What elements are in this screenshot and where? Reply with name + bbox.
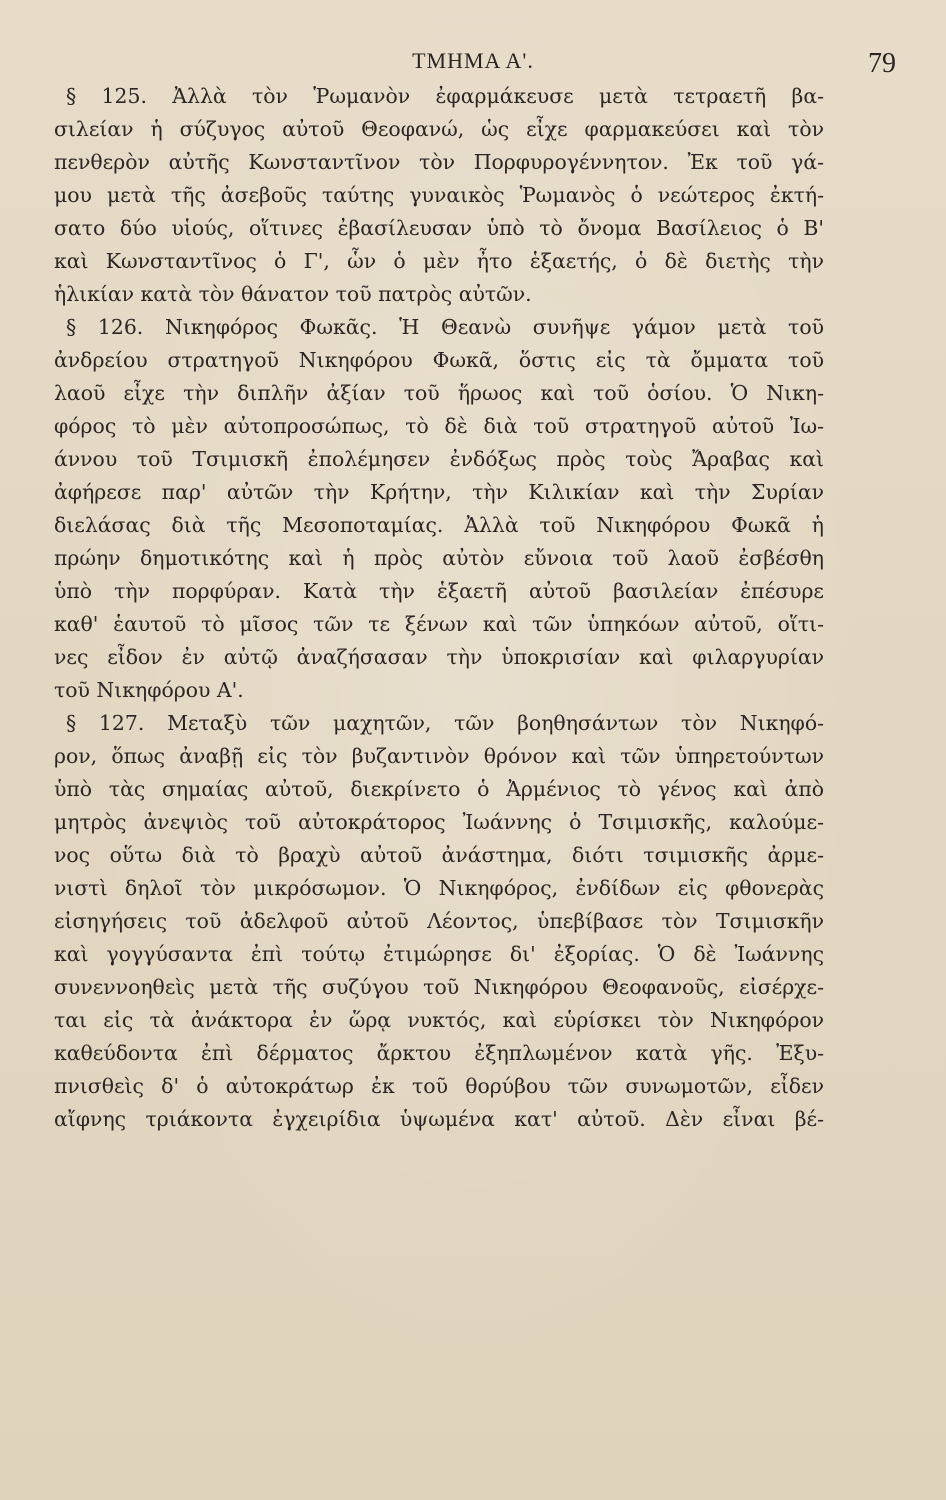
text-line: πενθερὸν αὐτῆς Κωνσταντῖνον τὸν Πορφυρογέννητον. Ἐκ τοῦ γά- xyxy=(54,150,824,174)
text-line: ὑπὸ τὴν πορφύραν. Κατὰ τὴν ἑξαετῆ αὐτοῦ βασιλείαν ἐπέσυρε xyxy=(54,579,824,603)
text-line: ται εἰς τὰ ἀνάκτορα ἐν ὥρᾳ νυκτός, καὶ εὑρίσκει τὸν Νικηφόρον xyxy=(54,1008,824,1032)
text-line: ἡλικίαν κατὰ τὸν θάνατον τοῦ πατρὸς αὐτῶν. xyxy=(54,282,532,306)
text-line: αἴφνης τριάκοντα ἐγχειρίδια ὑψωμένα κατ' αὐτοῦ. Δὲν εἶναι βέ- xyxy=(54,1107,824,1131)
text-line: νιστὶ δηλοῖ τὸν μικρόσωμον. Ὁ Νικηφόρος, ἐνδίδων εἰς φθονερὰς xyxy=(54,876,824,900)
text-line: πνισθεὶς δ' ὁ αὐτοκράτωρ ἐκ τοῦ θορύβου τῶν συνωμοτῶν, εἶδεν xyxy=(54,1074,824,1098)
text-line: ρον, ὅπως ἀναβῇ εἰς τὸν βυζαντινὸν θρόνον καὶ τῶν ὑπηρετούντων xyxy=(54,744,824,768)
text-line: μητρὸς ἀνεψιὸς τοῦ αὐτοκράτορος Ἰωάννης ὁ Τσιμισκῆς, καλούμε- xyxy=(54,810,824,834)
text-line: συνεννοηθεὶς μετὰ τῆς συζύγου τοῦ Νικηφόρου Θεοφανοῦς, εἰσέρχε- xyxy=(54,975,824,999)
text-line: ὑπὸ τὰς σημαίας αὐτοῦ, διεκρίνετο ὁ Ἀρμένιος τὸ γένος καὶ ἀπὸ xyxy=(54,777,824,801)
page-number: 79 xyxy=(868,48,896,79)
text-line: § 127. Μεταξὺ τῶν μαχητῶν, τῶν βοηθησάντων τὸν Νικηφό- xyxy=(66,711,824,735)
text-line: ἀνδρείου στρατηγοῦ Νικηφόρου Φωκᾶ, ὅστις εἰς τὰ ὄμματα τοῦ xyxy=(54,348,824,372)
text-line: φόρος τὸ μὲν αὐτοπροσώπως, τὸ δὲ διὰ τοῦ στρατηγοῦ αὐτοῦ Ἰω- xyxy=(54,414,824,438)
text-line: εἰσηγήσεις τοῦ ἀδελφοῦ αὐτοῦ Λέοντος, ὑπεβίβασε τὸν Τσιμισκῆν xyxy=(54,909,824,933)
text-line: § 126. Νικηφόρος Φωκᾶς. Ἡ Θεανὼ συνῆψε γάμον μετὰ τοῦ xyxy=(66,315,824,339)
text-line: μου μετὰ τῆς ἀσεβοῦς ταύτης γυναικὸς Ῥωμανὸς ὁ νεώτερος ἐκτή- xyxy=(54,183,824,207)
text-line: ἀφήρεσε παρ' αὐτῶν τὴν Κρήτην, τὴν Κιλικίαν καὶ τὴν Συρίαν xyxy=(54,480,824,504)
text-line: καθ' ἑαυτοῦ τὸ μῖσος τῶν τε ξένων καὶ τῶν ὑπηκόων αὐτοῦ, οἵτι- xyxy=(54,612,824,636)
text-line: καθεύδοντα ἐπὶ δέρματος ἄρκτου ἐξηπλωμένον κατὰ γῆς. Ἐξυ- xyxy=(54,1041,824,1065)
text-line: άννου τοῦ Τσιμισκῆ ἐπολέμησεν ἐνδόξως πρὸς τοὺς Ἄραβας καὶ xyxy=(54,447,824,471)
text-line: νος οὕτω διὰ τὸ βραχὺ αὐτοῦ ἀνάστημα, διότι τσιμισκῆς ἀρμε- xyxy=(54,843,824,867)
text-line: σατο δύο υἱούς, οἵτινες ἐβασίλευσαν ὑπὸ τὸ ὄνομα Βασίλειος ὁ Β' xyxy=(54,216,824,240)
text-line: σιλείαν ἡ σύζυγος αὐτοῦ Θεοφανώ, ὡς εἶχε φαρμακεύσει καὶ τὸν xyxy=(54,117,824,141)
text-line: τοῦ Νικηφόρου Α'. xyxy=(54,678,244,702)
body-text xyxy=(54,80,824,1136)
text-line: § 125. Ἀλλὰ τὸν Ῥωμανὸν ἐφαρμάκευσε μετὰ τετραετῆ βα- xyxy=(66,84,824,108)
text-line: πρώην δημοτικότης καὶ ἡ πρὸς αὐτὸν εὔνοια τοῦ λαοῦ ἐσβέσθη xyxy=(54,546,824,570)
section-title: ΤΜΗΜΑ Α'. xyxy=(412,48,534,73)
text-line: νες εἶδον ἐν αὐτῷ ἀναζήσασαν τὴν ὑποκρισίαν καὶ φιλαργυρίαν xyxy=(54,645,824,669)
text-line: καὶ γογγύσαντα ἐπὶ τούτῳ ἐτιμώρησε δι' ἐξορίας. Ὁ δὲ Ἰωάννης xyxy=(54,942,824,966)
text-line: καὶ Κωνσταντῖνος ὁ Γ', ὧν ὁ μὲν ἦτο ἑξαετής, ὁ δὲ διετὴς τὴν xyxy=(54,249,824,273)
text-line: λαοῦ εἶχε τὴν διπλῆν ἀξίαν τοῦ ἥρωος καὶ τοῦ ὁσίου. Ὁ Νικη- xyxy=(54,381,824,405)
text-line: διελάσας διὰ τῆς Μεσοποταμίας. Ἀλλὰ τοῦ Νικηφόρου Φωκᾶ ἡ xyxy=(54,513,824,537)
